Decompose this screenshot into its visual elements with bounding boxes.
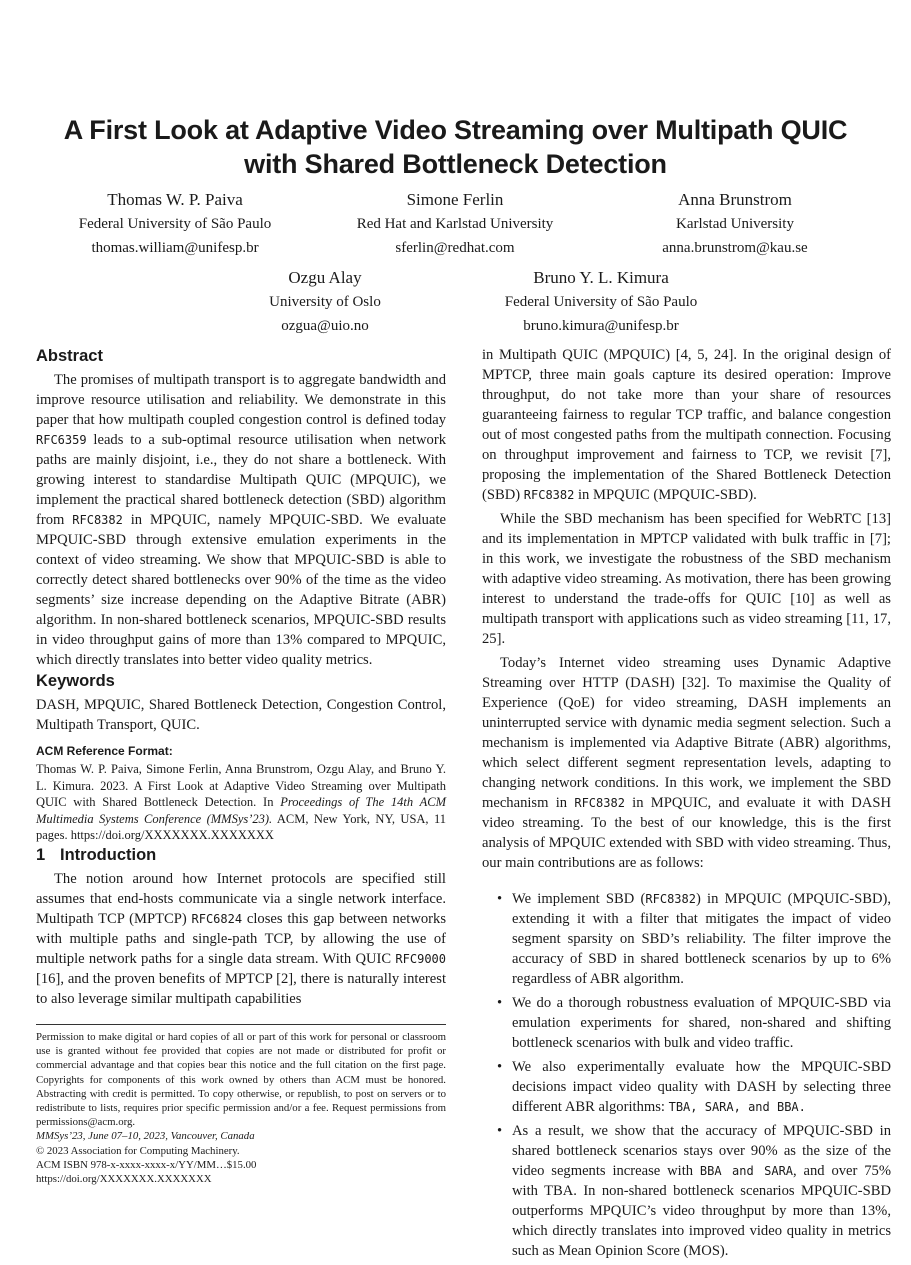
right-column	[482, 345, 891, 1265]
contributions-list	[482, 889, 891, 1261]
bullet-icon: •	[497, 1123, 503, 1139]
author-block	[40, 188, 310, 260]
author-affiliation: University of Oslo	[269, 294, 381, 310]
author-name: Anna Brunstrom	[678, 190, 792, 209]
introduction-paragraph: While the SBD mechanism has been specified for WebRTC [13] and its implementation in MPTCP validated with bulk traffic in [7]; in this work, we investigate the robustness of the SBD mechanism with adaptive video streaming. As motivation, there has been growing interest to understand the trade-offs for QUIC [10] as well as multipath transport with applications such as video streaming [11, 17, 25].	[482, 511, 891, 647]
author-email[interactable]: sferlin@redhat.com	[395, 240, 515, 256]
abstract-heading: Abstract	[36, 347, 103, 365]
author-email[interactable]: ozgua@uio.no	[281, 318, 369, 334]
keywords-text: DASH, MPQUIC, Shared Bottleneck Detection, Congestion Control, Multipath Transport, QUIC.	[36, 697, 446, 733]
author-name: Ozgu Alay	[288, 268, 362, 287]
bullet-icon: •	[497, 995, 503, 1011]
author-email[interactable]: bruno.kimura@unifesp.br	[523, 318, 679, 334]
doi-link[interactable]: https://doi.org/XXXXXXX.XXXXXXX	[36, 1173, 212, 1186]
author-block	[600, 188, 870, 260]
venue-line: MMSys’23, June 07–10, 2023, Vancouver, Canada	[36, 1130, 255, 1143]
left-column	[36, 345, 446, 1009]
introduction-continued: in Multipath QUIC (MPQUIC) [4, 5, 24]. In the original design of MPTCP, three main goals capture its desired operation: Improve throughput, do not take more than your share of resources guaranteeing fairness to regular TCP traffic, and balance congestion out of most congested paths from the multipath connection. Focusing on throughput improvement and fairness to TCP, we revisit [7], proposing the implementation of the Shared Bottleneck Detection (SBD) RFC8382 in MPQUIC (MPQUIC-SBD).	[482, 347, 891, 503]
bullet-icon: •	[497, 1059, 503, 1075]
author-email[interactable]: anna.brunstrom@kau.se	[662, 240, 808, 256]
permission-notice	[36, 1024, 446, 1186]
author-email[interactable]: thomas.william@unifesp.br	[91, 240, 259, 256]
introduction-paragraph: Today’s Internet video streaming uses Dynamic Adaptive Streaming over HTTP (DASH) [32]. To maximise the Quality of Experience (QoE) for video streaming, DASH implements an uninterrupted service with dynamic media segment selection. Such a mechanism is implemented via Adaptive Bitrate (ABR) algorithms, which select different segment representation levels, adapting to changing network conditions. In this work, we implement the SBD mechanism in RFC8382 in MPQUIC, and evaluate it with DASH video streaming. To the best of our knowledge, this is the first analysis of MPQUIC extended with SBD with video streaming. Thus, our main contributions are as follows:	[482, 655, 891, 871]
author-affiliation: Red Hat and Karlstad University	[356, 216, 554, 232]
introduction-heading: 1 Introduction	[36, 845, 157, 864]
author-name: Simone Ferlin	[406, 190, 504, 209]
list-item: • We implement SBD (RFC8382) in MPQUIC (MPQUIC-SBD), extending it with a filter that mitigates the impact of video segment sparsity on SBD’s reliability. The filter improve the accuracy of SBD in shared bottleneck scenarios by up to 6% regardless of ABR algorithm.	[497, 891, 891, 987]
author-name: Thomas W. P. Paiva	[107, 190, 243, 209]
list-item: • As a result, we show that the accuracy of MPQUIC-SBD in shared bottleneck scenarios stays over 90% as the size of the video segments increase with BBA and SARA, and over 75% with TBA. In non-shared bottleneck scenarios MPQUIC-SBD outperforms MPQUIC’s video throughput by more than 13%, which directly translates into improved video quality in metrics such as Mean Opinion Score (MOS).	[497, 1123, 891, 1259]
isbn-line: ACM ISBN 978-x-xxxx-xxxx-x/YY/MM…$15.00	[36, 1158, 257, 1171]
keywords-heading: Keywords	[36, 672, 115, 690]
author-block	[320, 188, 590, 260]
acm-reference-text: Thomas W. P. Paiva, Simone Ferlin, Anna Brunstrom, Ozgu Alay, and Bruno Y. L. Kimura. 2023. A First Look at Adaptive Video Streaming over Multipath QUIC with Shared Bottleneck Detection. In Proceedings of The 14th ACM Multimedia Systems Conference (MMSys’23). ACM, New York, NY, USA, 11 pages. https://doi.org/XXXXXXX.XXXXXXX	[36, 762, 446, 842]
abstract-text: The promises of multipath transport is to aggregate bandwidth and improve resource utilisation and reliability. We demonstrate in this paper that how multipath coupled congestion control is defined today RFC6359 leads to a sub-optimal resource utilisation when network paths are mainly disjoint, i.e., they do not share a bottleneck. With growing interest to standardise Multipath QUIC (MPQUIC), we implement the practical shared bottleneck detection (SBD) algorithm from RFC8382 in MPQUIC, namely MPQUIC-SBD. We evaluate MPQUIC-SBD through extensive emulation experiments in the context of video streaming. We show that MPQUIC-SBD is able to correctly detect shared bottlenecks over 90% of the time as the video segments’ size increase depending on the Adaptive Bitrate (ABR) algorithm. In non-shared bottleneck scenarios, MPQUIC-SBD results in video throughput gains of more than 13% compared to MPQUIC, which directly translates into better video quality metrics.	[36, 372, 446, 668]
author-affiliation: Federal University of São Paulo	[78, 216, 272, 232]
list-item: • We do a thorough robustness evaluation of MPQUIC-SBD via emulation experiments for shared, non-shared and shifting bottleneck scenarios with bulk and video traffic.	[497, 995, 891, 1051]
author-affiliation: Karlstad University	[676, 216, 794, 232]
permission-text: Permission to make digital or hard copies of all or part of this work for personal or classroom use is granted without fee provided that copies are not made or distributed for profit or commercial advantage and that copies bear this notice and the full citation on the first page. Copyrights for components of this work owned by others than ACM must be honored. Abstracting with credit is permitted. To copy otherwise, or republish, to post on servers or to redistribute to lists, requires prior specific permission and/or a fee. Request permissions from permissions@acm.org.	[36, 1031, 446, 1129]
author-affiliation: Federal University of São Paulo	[504, 294, 698, 310]
author-block	[190, 266, 460, 338]
copyright-line: © 2023 Association for Computing Machinery.	[36, 1144, 240, 1157]
acm-reference-heading: ACM Reference Format:	[36, 744, 173, 758]
bullet-icon: •	[497, 891, 503, 907]
introduction-paragraph: The notion around how Internet protocols are specified still assumes that end-hosts communicate via a single network interface. Multipath TCP (MPTCP) RFC6824 closes this gap between networks with multiple paths and single-path TCP, by allowing the use of multiple network paths for a single data stream. With QUIC RFC9000 [16], and the proven benefits of MPTCP [2], there is naturally interest to also leverage similar multipath capabilities	[36, 870, 447, 1007]
list-item: • We also experimentally evaluate how the MPQUIC-SBD decisions impact video quality with DASH by selecting three different ABR algorithms: TBA, SARA, and BBA.	[497, 1059, 891, 1115]
author-name: Bruno Y. L. Kimura	[533, 268, 669, 287]
author-block	[466, 266, 736, 338]
paper-title: A First Look at Adaptive Video Streaming over Multipath QUIC with Shared Bottleneck Detection	[63, 115, 848, 179]
